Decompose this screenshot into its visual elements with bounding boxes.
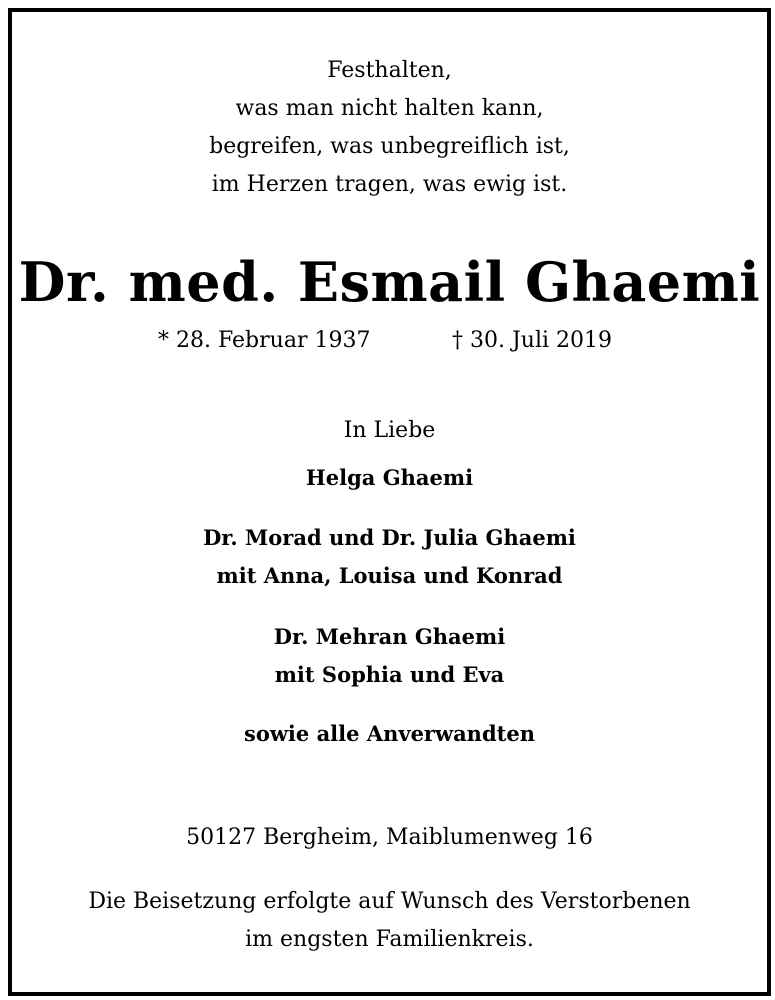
- funeral-note-line-2: im engsten Familienkreis.: [245, 927, 534, 952]
- mourners-intro: In Liebe: [343, 418, 436, 443]
- poem-line-2: was man nicht halten kann,: [235, 96, 544, 121]
- birth-date: * 28. Februar 1937: [158, 328, 371, 353]
- poem-line-3: begreifen, was unbegreiflich ist,: [209, 134, 570, 159]
- poem-line-4: im Herzen tragen, was ewig ist.: [211, 172, 568, 197]
- obituary-content: [12, 12, 767, 992]
- address: 50127 Bergheim, Maiblumenweg 16: [186, 825, 593, 850]
- mourner-family-1-names: Dr. Morad und Dr. Julia Ghaemi: [203, 525, 576, 550]
- mourner-family-2-names: Dr. Mehran Ghaemi: [273, 624, 506, 649]
- mourner-family-2-children: mit Sophia und Eva: [274, 662, 505, 687]
- funeral-note-line-1: Die Beisetzung erfolgte auf Wunsch des Verstorbenen: [88, 889, 691, 914]
- obituary-frame: [8, 8, 771, 996]
- mourner-spouse: Helga Ghaemi: [305, 465, 474, 490]
- poem-line-1: Festhalten,: [327, 58, 452, 83]
- death-date: † 30. Juli 2019: [452, 328, 613, 353]
- deceased-name: Dr. med. Esmail Ghaemi: [18, 250, 761, 314]
- mourner-family-1-children: mit Anna, Louisa und Konrad: [216, 563, 563, 588]
- life-dates: [12, 328, 767, 358]
- mourner-relatives: sowie alle Anverwandten: [244, 721, 535, 746]
